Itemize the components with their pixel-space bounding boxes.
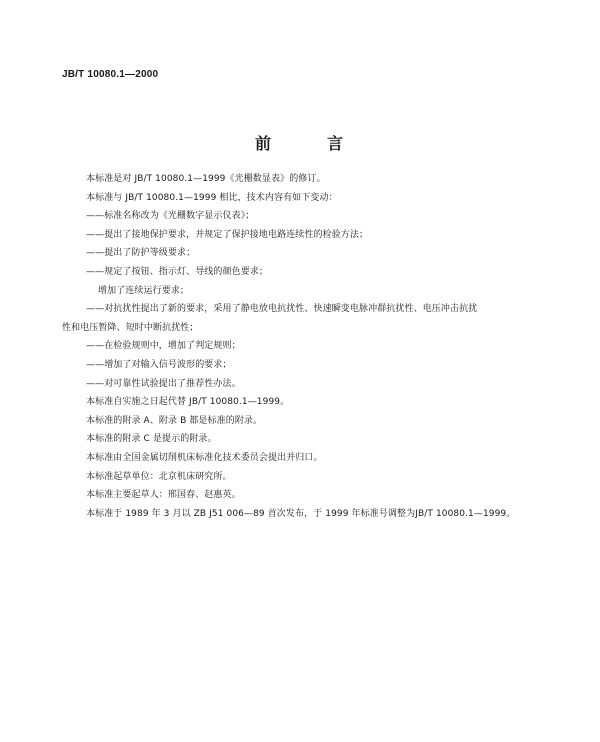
paragraph-revision-of: 本标准是对 JB/T 10080.1—1999《光栅数显表》的修订。 [86, 174, 326, 184]
paragraph-supersedes: 本标准自实施之日起代替 JB/T 10080.1—1999。 [86, 397, 290, 408]
change-item-input-waveform: ——增加了对输入信号波形的要求； [86, 359, 232, 370]
foreword-title [0, 131, 600, 154]
paragraph-drafters: 本标准主要起草人：邢国春、赵惠英。 [86, 490, 241, 501]
change-item-title-renamed: ——标准名称改为《光栅数字显示仪表》； [86, 211, 255, 222]
paragraph-history: 本标准于 1989 年 3 月以 ZB J51 006—89 首次发布，于 1999 年标准号调整为JB/T 10080.1—1999。 [86, 508, 516, 519]
change-item-colors: ——规定了按钮、指示灯、导线的颜色要求； [86, 266, 269, 277]
paragraph-normative-annexes: 本标准的附录 A、附录 B 都是标准的附录。 [86, 415, 263, 426]
paragraph-informative-annex: 本标准的附录 C 是提示的附录。 [86, 434, 217, 445]
change-item-protection-class: ——提出了防护等级要求； [86, 248, 196, 259]
change-item-reliability: ——对可靠性试验提出了推荐性办法。 [86, 378, 241, 389]
document-code: JB/T 10080.1—2000 [62, 69, 159, 80]
change-item-judgement-rules: ——在检验规则中，增加了判定规则； [86, 341, 241, 352]
change-item-immunity: ——对抗扰性提出了新的要求，采用了静电放电抗扰性、快速瞬变电脉冲群抗扰性、电压冲击抗扰 [86, 304, 478, 315]
paragraph-drafting-unit: 本标准起草单位：北京机床研究所。 [86, 471, 232, 482]
paragraph-changes-intro: 本标准与 JB/T 10080.1—1999 相比，技术内容有如下变动： [86, 192, 338, 203]
foreword-title-char-2: 言 [327, 134, 346, 153]
foreword-body [62, 170, 558, 523]
change-item-ground-protection: ——提出了接地保护要求，并规定了保护接地电路连续性的检验方法； [86, 229, 369, 240]
foreword-title-char-1: 前 [254, 134, 273, 153]
change-item-continuous-run: 增加了连续运行要求； [98, 285, 190, 296]
change-item-immunity-continued: 性和电压暂降、短时中断抗扰性； [62, 322, 199, 333]
paragraph-proposed-by: 本标准由全国金属切削机床标准化技术委员会提出并归口。 [86, 452, 323, 463]
